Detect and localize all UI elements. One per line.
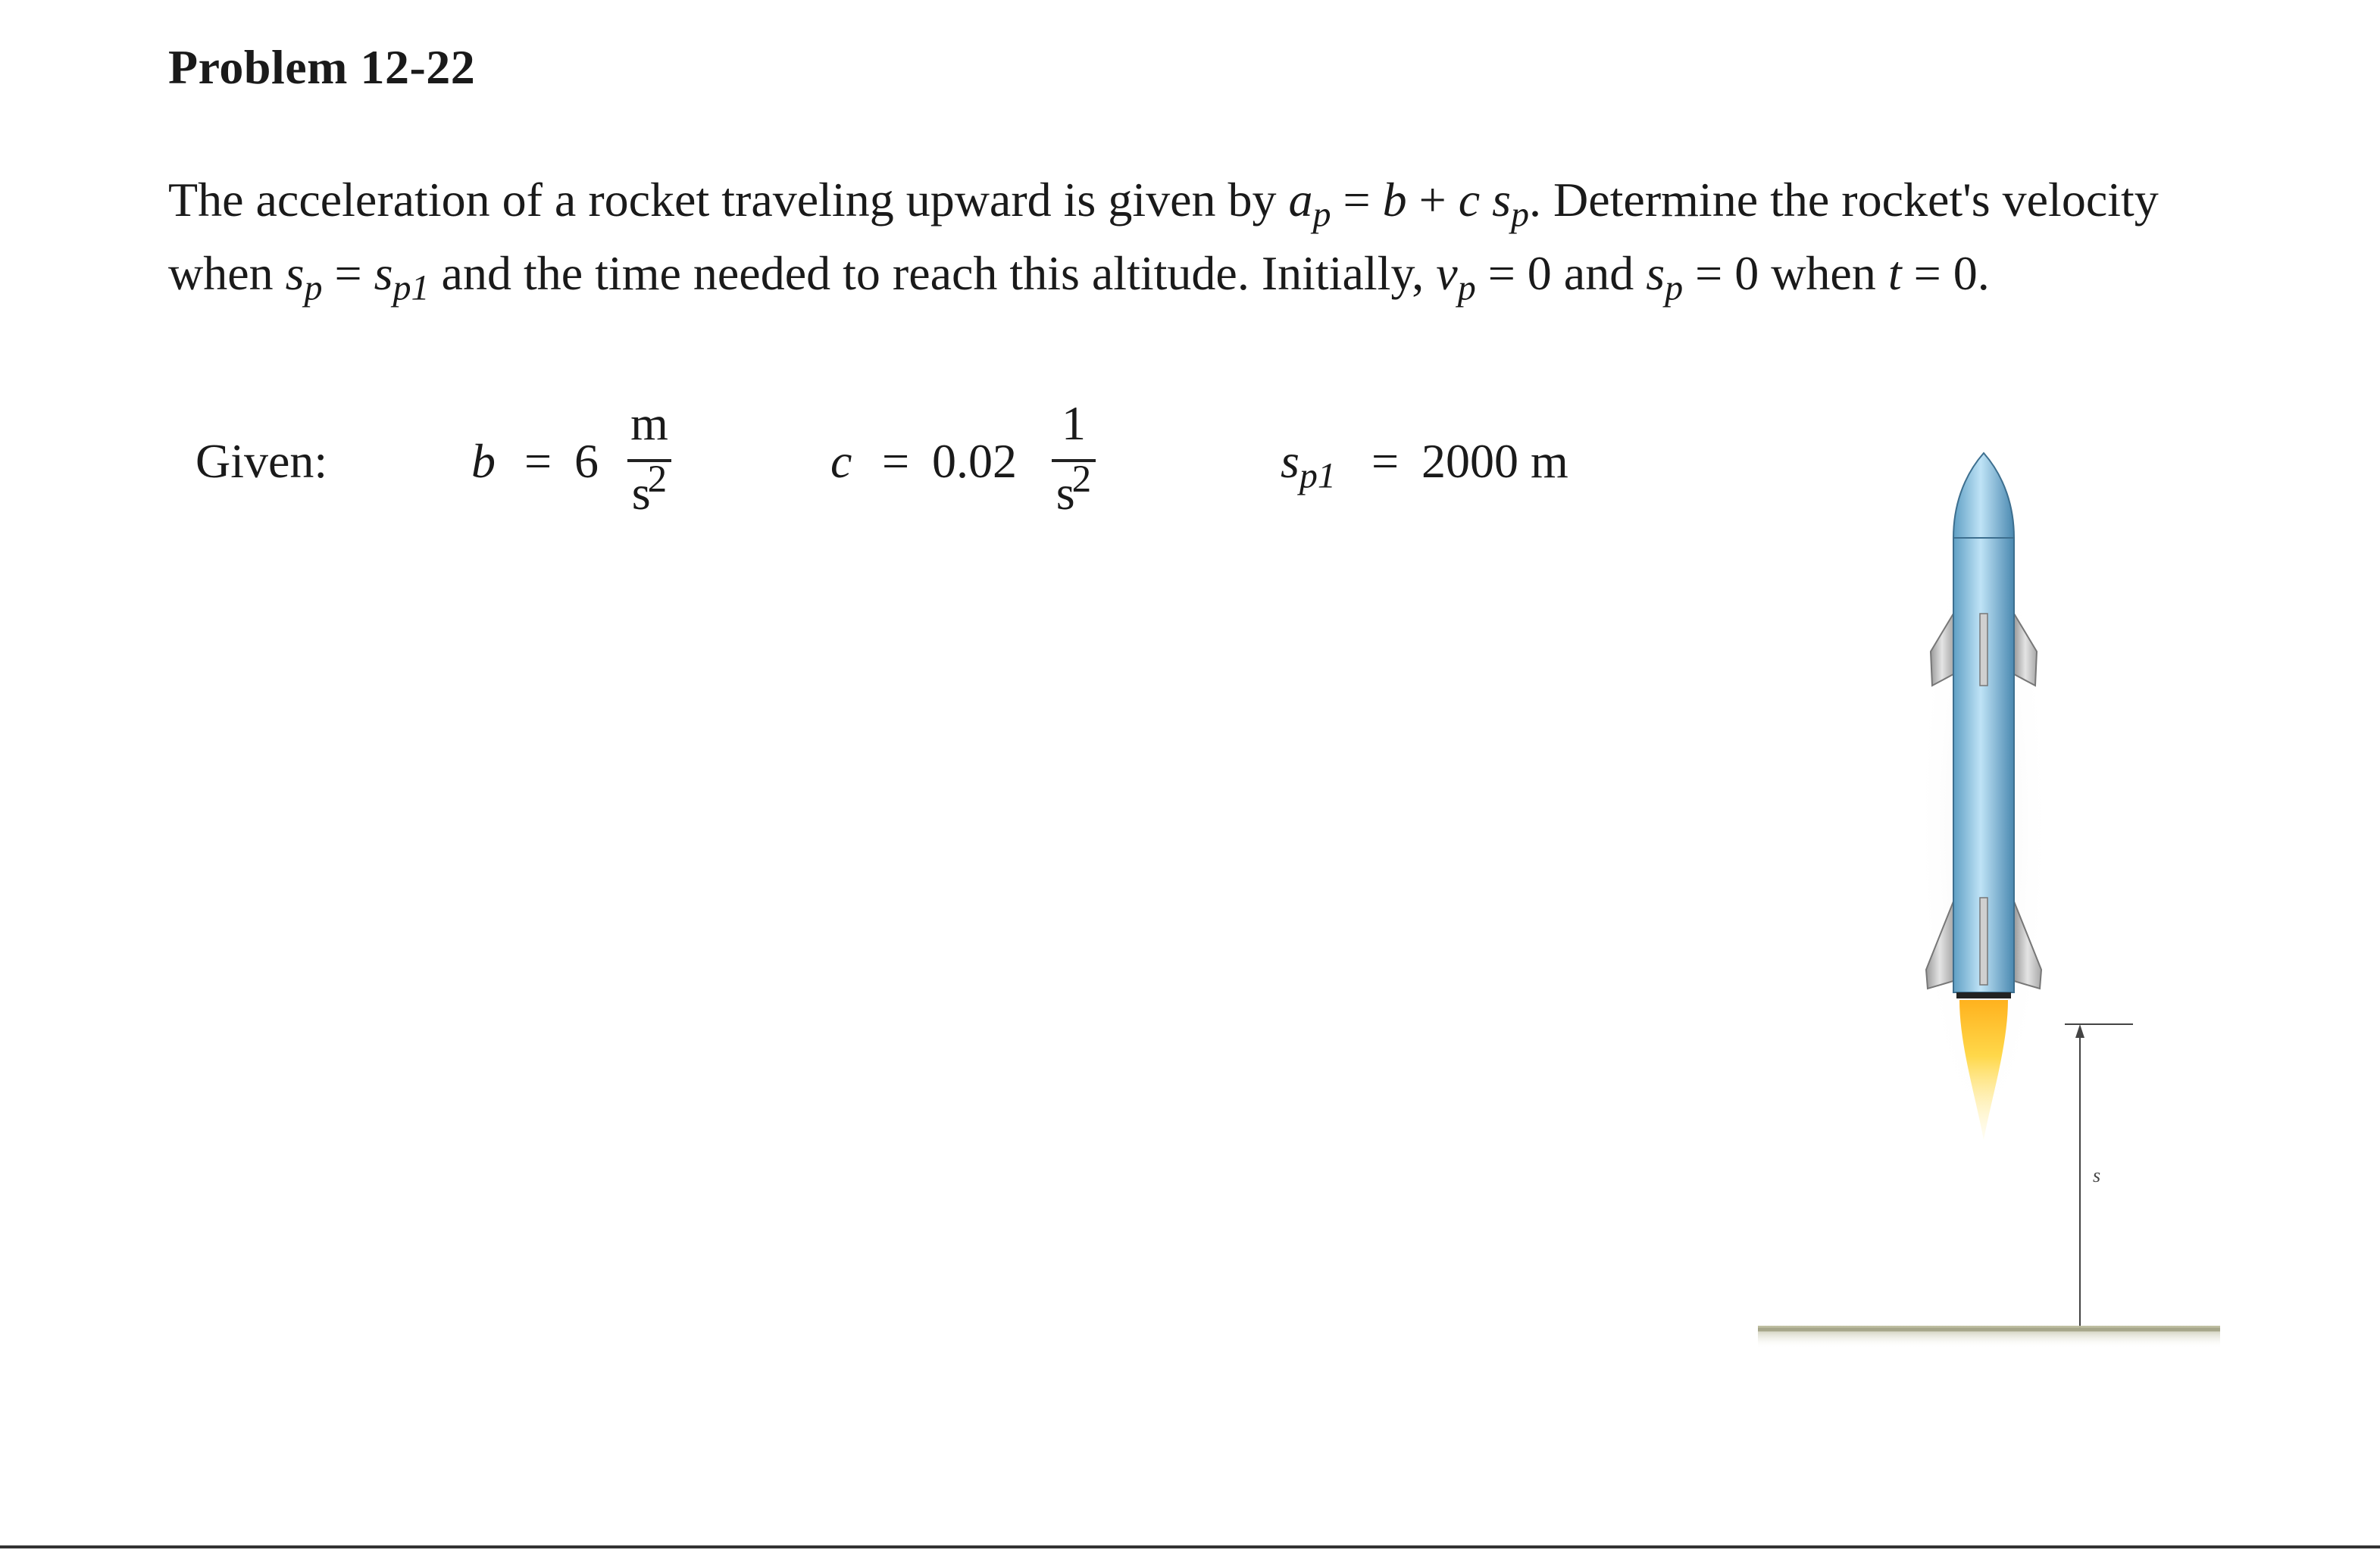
var-b: b [1382, 173, 1407, 227]
var-v: v [1436, 246, 1458, 300]
given-sp1-equals: = [1371, 434, 1400, 488]
sub-p: p [1312, 194, 1331, 235]
var-s: s [1281, 434, 1299, 488]
var-a: a [1288, 173, 1313, 227]
unit-numerator: 1 [1062, 396, 1086, 450]
var-c: c [1458, 173, 1481, 227]
statement-text: when [1759, 246, 1888, 300]
given-c-symbol: c [830, 434, 852, 488]
rocket-nose [1953, 453, 2014, 538]
sub-p1: p1 [1299, 455, 1336, 496]
equals-sign: = [1331, 173, 1383, 227]
unit-denominator [623, 457, 676, 521]
unit-numerator: m [630, 396, 668, 450]
given-b-value: 6 [574, 434, 599, 488]
var-s: s [374, 246, 393, 300]
unit-denominator-base: s [631, 466, 651, 520]
given-c-value: 0.02 [932, 434, 1017, 488]
page-bottom-border [0, 1545, 2380, 1548]
given-label: Given: [195, 434, 328, 488]
statement-text: The acceleration of a rocket traveling upward is given by [168, 173, 1289, 227]
given-b-symbol: b [471, 434, 496, 488]
statement-text: . Determine the rocket's velocity when [168, 173, 2159, 300]
unit-denominator-base: s [1056, 466, 1075, 520]
unit-exponent: 2 [647, 457, 668, 501]
var-s: s [1492, 173, 1511, 227]
dimension-label-s: s [2093, 1164, 2101, 1186]
var-t: t [1887, 246, 1902, 300]
problem-title: Problem 12-22 [168, 40, 476, 94]
given-c-unit [1047, 395, 1100, 547]
dimension-arrow-icon [2075, 1024, 2084, 1038]
var-s: s [285, 246, 305, 300]
given-sp1-value: 2000 m [1421, 434, 1568, 488]
var-s: s [1646, 246, 1665, 300]
given-b-equals: = [524, 434, 552, 488]
sub-p: p [1511, 194, 1529, 235]
given-sp1-symbol [1281, 433, 1336, 496]
rocket-nozzle [1956, 992, 2011, 998]
given-b-unit [623, 395, 676, 547]
statement-text: and [1551, 246, 1647, 300]
sub-p: p [1457, 267, 1476, 308]
equals-zero: = 0 [1475, 246, 1552, 300]
unit-denominator [1047, 457, 1100, 521]
sub-p1: p1 [392, 267, 430, 308]
front-fin-lower [1980, 898, 1988, 985]
rocket-figure [1735, 432, 2266, 1417]
plus-sign: + [1406, 173, 1459, 227]
problem-statement [168, 163, 2275, 310]
unit-exponent: 2 [1071, 457, 1092, 501]
equals-sign: = [322, 246, 374, 300]
equals-zero: = 0. [1901, 246, 1990, 300]
sub-p: p [1665, 267, 1684, 308]
given-c-equals: = [882, 434, 910, 488]
equals-zero: = 0 [1683, 246, 1759, 300]
statement-text: and the time needed to reach this altitude. Initially, [429, 246, 1437, 300]
front-fin-upper [1980, 614, 1988, 686]
sub-p: p [304, 267, 323, 308]
